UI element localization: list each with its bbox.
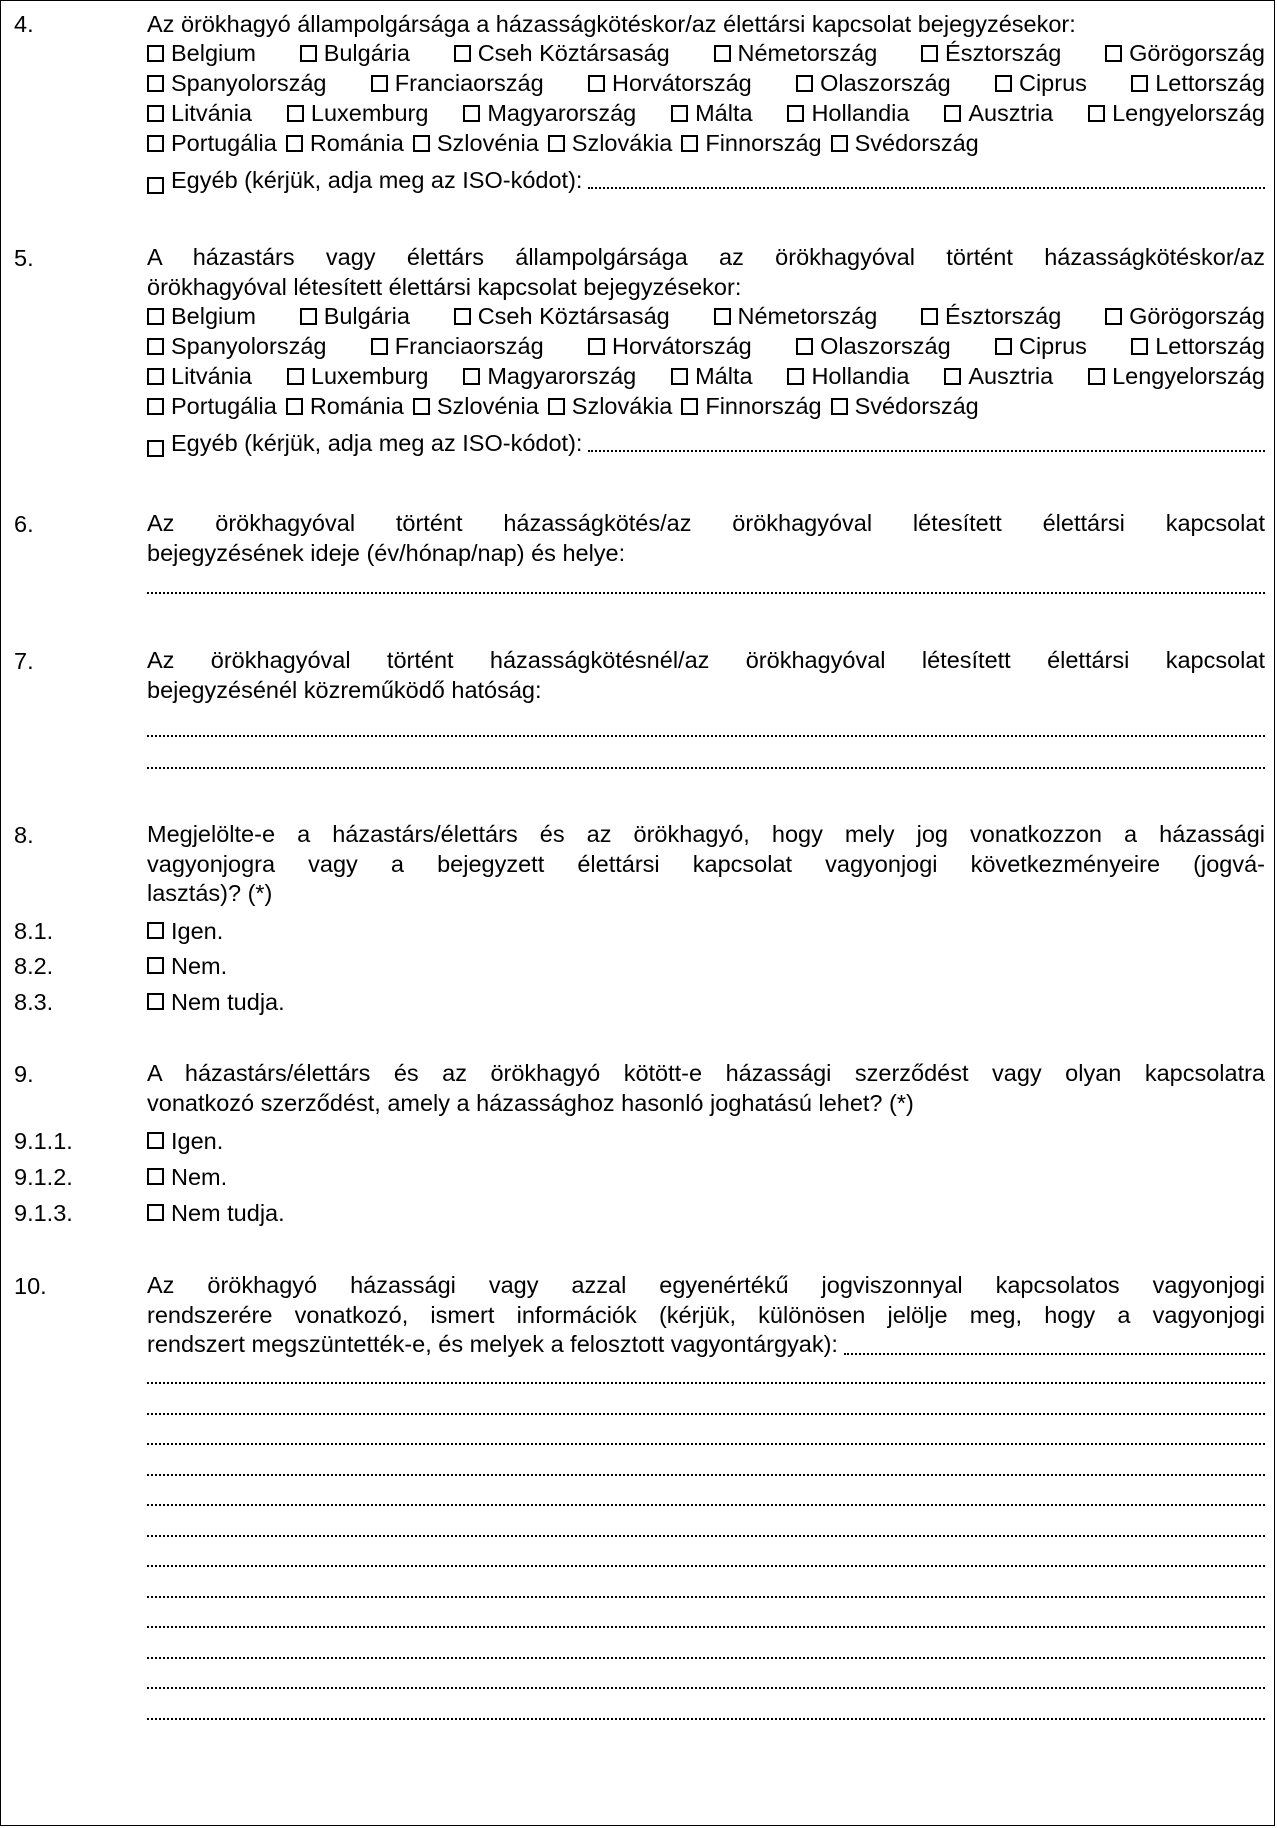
country-checkbox[interactable] bbox=[371, 75, 388, 92]
yes-checkbox[interactable] bbox=[147, 922, 164, 939]
country-checkbox[interactable] bbox=[413, 135, 430, 152]
section-question-line: bejegyzésének ideje (év/hónap/nap) és helye: bbox=[147, 539, 626, 566]
section-question-line: bejegyzésénél közreműködő hatóság: bbox=[147, 676, 542, 703]
country-checkbox[interactable] bbox=[995, 75, 1012, 92]
country-checkboxes bbox=[147, 302, 1265, 422]
option-row bbox=[1, 1126, 1276, 1156]
answer-line[interactable] bbox=[147, 1360, 1265, 1391]
country-checkbox[interactable] bbox=[371, 338, 388, 355]
country-option[interactable] bbox=[787, 362, 909, 392]
option-number: 8.2. bbox=[14, 953, 54, 979]
country-label: Finnország bbox=[705, 393, 822, 420]
country-checkbox[interactable] bbox=[787, 368, 804, 385]
country-label: Ausztria bbox=[968, 100, 1054, 127]
country-option[interactable] bbox=[371, 332, 544, 362]
answer-line[interactable] bbox=[844, 1353, 1265, 1355]
option-label: Igen. bbox=[171, 918, 224, 944]
answer-line[interactable] bbox=[147, 568, 1265, 600]
country-label: Belgium bbox=[171, 303, 256, 330]
country-checkbox[interactable] bbox=[147, 338, 164, 355]
country-label: Hollandia bbox=[811, 100, 910, 127]
country-label: Finnország bbox=[705, 130, 822, 157]
country-checkbox[interactable] bbox=[413, 398, 430, 415]
country-label: Szlovénia bbox=[436, 393, 539, 420]
country-checkbox[interactable] bbox=[671, 368, 688, 385]
checkbox-row bbox=[147, 99, 1265, 129]
country-checkbox[interactable] bbox=[1131, 75, 1148, 92]
country-label: Lettország bbox=[1155, 333, 1265, 360]
answer-line[interactable] bbox=[147, 743, 1265, 775]
country-checkbox[interactable] bbox=[796, 75, 813, 92]
country-checkbox[interactable] bbox=[548, 135, 565, 152]
section-number: 10. bbox=[14, 1273, 47, 1299]
section-question-line: Az örökhagyó házassági vagy azzal egyenértékű jogviszonnyal kapcsolatos vagyonjogi bbox=[147, 1272, 1265, 1298]
country-label: Svédország bbox=[854, 393, 979, 420]
option-row bbox=[1, 1162, 1276, 1192]
country-checkbox[interactable] bbox=[944, 105, 961, 122]
country-checkbox[interactable] bbox=[147, 368, 164, 385]
country-option[interactable] bbox=[454, 39, 670, 69]
checkbox-row bbox=[147, 39, 1265, 69]
answer-line[interactable] bbox=[147, 1634, 1265, 1665]
country-checkbox[interactable] bbox=[944, 368, 961, 385]
section-question-line: Megjelölte-e a házastárs/élettárs és az örökhagyó, hogy mely jog vonatkozzon a házassági bbox=[147, 821, 1265, 847]
country-checkbox[interactable] bbox=[588, 75, 605, 92]
country-option[interactable] bbox=[286, 129, 404, 159]
country-checkbox[interactable] bbox=[1105, 308, 1122, 325]
country-label: Románia bbox=[309, 393, 404, 420]
section-question-line: A házastárs vagy élettárs állampolgársága az örökhagyóval történt házasságkötéskor/az bbox=[147, 244, 1265, 270]
checkbox-row bbox=[147, 332, 1265, 362]
country-option[interactable] bbox=[1131, 332, 1265, 362]
country-label: Belgium bbox=[171, 40, 256, 67]
answer-line[interactable] bbox=[147, 1604, 1265, 1635]
country-option[interactable] bbox=[413, 392, 539, 422]
option-label: Nem tudja. bbox=[171, 1200, 285, 1226]
section-question-line: A házastárs/élettárs és az örökhagyó kötött-e házassági szerződést vagy olyan kapcsolatra bbox=[147, 1060, 1265, 1086]
country-label: Hollandia bbox=[811, 363, 910, 390]
country-option[interactable] bbox=[300, 39, 410, 69]
country-checkbox[interactable] bbox=[921, 308, 938, 325]
country-option[interactable] bbox=[944, 99, 1053, 129]
country-label: Szlovénia bbox=[436, 130, 539, 157]
option-number: 9.1.3. bbox=[14, 1200, 73, 1226]
answer-line[interactable] bbox=[147, 705, 1265, 743]
answer-line[interactable] bbox=[147, 1573, 1265, 1604]
country-option[interactable] bbox=[588, 332, 752, 362]
section-question: Az örökhagyó állampolgársága a házasságkötéskor/az élettársi kapcsolat bejegyzésekor: bbox=[147, 11, 1076, 37]
country-checkbox[interactable] bbox=[147, 75, 164, 92]
no-checkbox[interactable] bbox=[147, 1168, 164, 1185]
country-label: Portugália bbox=[171, 393, 277, 420]
option-number: 8.3. bbox=[14, 989, 54, 1015]
other-country-line bbox=[147, 159, 1265, 195]
country-option[interactable] bbox=[147, 332, 326, 362]
country-checkbox[interactable] bbox=[995, 338, 1012, 355]
country-label: Svédország bbox=[854, 130, 979, 157]
country-checkbox[interactable] bbox=[681, 398, 698, 415]
country-label: Portugália bbox=[171, 130, 277, 157]
country-checkbox[interactable] bbox=[454, 45, 471, 62]
country-label: Litvánia bbox=[171, 100, 252, 127]
country-checkbox[interactable] bbox=[454, 308, 471, 325]
country-option[interactable] bbox=[147, 99, 252, 129]
country-checkbox[interactable] bbox=[681, 135, 698, 152]
country-label: Ausztria bbox=[968, 363, 1054, 390]
country-label: Görögország bbox=[1129, 40, 1265, 67]
country-option[interactable] bbox=[831, 392, 979, 422]
country-label: Lettország bbox=[1155, 70, 1265, 97]
country-option[interactable] bbox=[714, 39, 878, 69]
country-checkbox[interactable] bbox=[831, 135, 848, 152]
section-number: 5. bbox=[14, 245, 34, 271]
country-label: Lengyelország bbox=[1112, 363, 1265, 390]
option-label: Nem. bbox=[171, 953, 228, 979]
country-option[interactable] bbox=[921, 302, 1061, 332]
country-option[interactable] bbox=[1088, 362, 1265, 392]
country-checkbox[interactable] bbox=[147, 398, 164, 415]
no-checkbox[interactable] bbox=[147, 957, 164, 974]
country-option[interactable] bbox=[548, 129, 673, 159]
country-checkbox[interactable] bbox=[463, 368, 480, 385]
country-label: Cseh Köztársaság bbox=[477, 40, 670, 67]
country-option[interactable] bbox=[463, 99, 636, 129]
other-checkbox[interactable] bbox=[147, 177, 164, 194]
country-checkbox[interactable] bbox=[1131, 338, 1148, 355]
answer-line[interactable] bbox=[147, 1451, 1265, 1482]
country-label: Bulgária bbox=[323, 40, 410, 67]
country-label: Franciaország bbox=[394, 70, 544, 97]
section-question-line: Az örökhagyóval történt házasságkötés/az örökhagyóval létesített élettársi kapcsolat bbox=[147, 510, 1265, 536]
country-checkbox[interactable] bbox=[463, 105, 480, 122]
option-label: Igen. bbox=[171, 1128, 224, 1154]
country-option[interactable] bbox=[588, 69, 752, 99]
other-label: Egyéb (kérjük, adja meg az ISO-kódot): bbox=[171, 166, 583, 193]
country-checkbox[interactable] bbox=[787, 105, 804, 122]
option-label: Nem. bbox=[171, 1164, 228, 1190]
section-number: 6. bbox=[14, 511, 34, 537]
unknown-checkbox[interactable] bbox=[147, 993, 164, 1010]
country-option[interactable] bbox=[796, 332, 951, 362]
country-option[interactable] bbox=[995, 332, 1087, 362]
section-question-line: Az örökhagyóval történt házasságkötésnél/az örökhagyóval létesített élettársi kapcsolat bbox=[147, 647, 1265, 673]
checkbox-row bbox=[147, 129, 1265, 159]
answer-line[interactable] bbox=[147, 1390, 1265, 1421]
country-checkboxes bbox=[147, 39, 1265, 159]
section-number: 4. bbox=[14, 11, 34, 37]
country-label: Németország bbox=[737, 40, 878, 67]
country-label: Észtország bbox=[945, 303, 1062, 330]
country-label: Málta bbox=[695, 363, 753, 390]
country-option[interactable] bbox=[1105, 39, 1265, 69]
country-checkbox[interactable] bbox=[286, 135, 303, 152]
section-question-line: örökhagyóval létesített élettársi kapcsolat bejegyzésekor: bbox=[147, 273, 742, 300]
country-option[interactable] bbox=[147, 129, 277, 159]
country-option[interactable] bbox=[1088, 99, 1265, 129]
answer-line[interactable] bbox=[147, 1665, 1265, 1696]
other-country-line bbox=[147, 422, 1265, 458]
country-option[interactable] bbox=[454, 302, 670, 332]
country-option[interactable] bbox=[147, 302, 256, 332]
country-option[interactable] bbox=[831, 129, 979, 159]
option-label: Nem tudja. bbox=[171, 989, 285, 1015]
country-label: Magyarország bbox=[487, 100, 637, 127]
checkbox-row bbox=[147, 392, 1265, 422]
checkbox-row bbox=[147, 362, 1265, 392]
country-checkbox[interactable] bbox=[714, 45, 731, 62]
answer-line[interactable] bbox=[147, 1512, 1265, 1543]
country-option[interactable] bbox=[147, 362, 252, 392]
country-checkbox[interactable] bbox=[1088, 368, 1105, 385]
country-label: Litvánia bbox=[171, 363, 252, 390]
country-checkbox[interactable] bbox=[286, 398, 303, 415]
country-option[interactable] bbox=[371, 69, 544, 99]
country-label: Spanyolország bbox=[171, 333, 327, 360]
country-checkbox[interactable] bbox=[548, 398, 565, 415]
unknown-checkbox[interactable] bbox=[147, 1204, 164, 1221]
country-label: Olaszország bbox=[820, 70, 951, 97]
yes-checkbox[interactable] bbox=[147, 1132, 164, 1149]
country-option[interactable] bbox=[671, 99, 752, 129]
country-option[interactable] bbox=[944, 362, 1053, 392]
option-row bbox=[1, 916, 1276, 946]
answer-line[interactable] bbox=[147, 1543, 1265, 1574]
answer-line[interactable] bbox=[147, 1421, 1265, 1452]
country-label: Németország bbox=[737, 303, 878, 330]
section-question-line: rendszerére vonatkozó, ismert információk (kérjük, különösen jelölje meg, hogy a vagyonjogi bbox=[147, 1301, 1265, 1328]
country-label: Olaszország bbox=[820, 333, 951, 360]
country-label: Észtország bbox=[945, 40, 1062, 67]
answer-lines bbox=[147, 1360, 1265, 1726]
country-option[interactable] bbox=[714, 302, 878, 332]
country-label: Ciprus bbox=[1018, 70, 1087, 97]
country-checkbox[interactable] bbox=[588, 338, 605, 355]
iso-code-field[interactable] bbox=[588, 187, 1265, 189]
country-option[interactable] bbox=[413, 129, 539, 159]
iso-code-field[interactable] bbox=[588, 450, 1265, 452]
option-row bbox=[1, 1198, 1276, 1228]
country-option[interactable] bbox=[681, 392, 821, 422]
country-option[interactable] bbox=[286, 392, 404, 422]
country-checkbox[interactable] bbox=[147, 45, 164, 62]
country-checkbox[interactable] bbox=[300, 308, 317, 325]
country-label: Horvátország bbox=[612, 333, 752, 360]
country-checkbox[interactable] bbox=[796, 338, 813, 355]
section-question-line: vonatkozó szerződést, amely a házassághoz hasonló joghatású lehet? (*) bbox=[147, 1089, 914, 1116]
option-number: 9.1.1. bbox=[14, 1128, 73, 1154]
country-label: Lengyelország bbox=[1112, 100, 1265, 127]
other-label: Egyéb (kérjük, adja meg az ISO-kódot): bbox=[171, 429, 583, 456]
country-option[interactable] bbox=[787, 99, 909, 129]
section-question-line: vagyonjogra vagy a bejegyzett élettársi kapcsolat vagyonjogi következményeire (jogvá- bbox=[147, 850, 1265, 877]
option-number: 8.1. bbox=[14, 918, 54, 944]
country-label: Luxemburg bbox=[310, 100, 429, 127]
country-option[interactable] bbox=[995, 69, 1087, 99]
country-label: Málta bbox=[695, 100, 753, 127]
country-option[interactable] bbox=[671, 362, 752, 392]
country-checkbox[interactable] bbox=[147, 105, 164, 122]
checkbox-row bbox=[147, 302, 1265, 332]
country-checkbox[interactable] bbox=[300, 45, 317, 62]
checkbox-row bbox=[147, 69, 1265, 99]
other-checkbox[interactable] bbox=[147, 440, 164, 457]
country-checkbox[interactable] bbox=[287, 368, 304, 385]
country-label: Spanyolország bbox=[171, 70, 327, 97]
section-question-line: rendszert megszüntették-e, és melyek a felosztott vagyontárgyak): bbox=[147, 1330, 1265, 1360]
answer-line[interactable] bbox=[147, 1482, 1265, 1513]
country-label: Szlovákia bbox=[571, 130, 673, 157]
country-checkbox[interactable] bbox=[1105, 45, 1122, 62]
answer-line[interactable] bbox=[147, 1695, 1265, 1726]
country-option[interactable] bbox=[796, 69, 951, 99]
country-checkbox[interactable] bbox=[921, 45, 938, 62]
country-checkbox[interactable] bbox=[287, 105, 304, 122]
option-number: 9.1.2. bbox=[14, 1164, 73, 1190]
country-checkbox[interactable] bbox=[671, 105, 688, 122]
country-checkbox[interactable] bbox=[147, 308, 164, 325]
country-option[interactable] bbox=[287, 362, 429, 392]
section-number: 9. bbox=[14, 1061, 34, 1087]
country-checkbox[interactable] bbox=[831, 398, 848, 415]
country-label: Görögország bbox=[1129, 303, 1265, 330]
country-option[interactable] bbox=[287, 99, 429, 129]
country-option[interactable] bbox=[1131, 69, 1265, 99]
country-label: Románia bbox=[309, 130, 404, 157]
country-label: Franciaország bbox=[394, 333, 544, 360]
country-option[interactable] bbox=[1105, 302, 1265, 332]
country-checkbox[interactable] bbox=[1088, 105, 1105, 122]
country-label: Luxemburg bbox=[310, 363, 429, 390]
country-option[interactable] bbox=[921, 39, 1061, 69]
country-option[interactable] bbox=[147, 392, 277, 422]
section-number: 7. bbox=[14, 648, 34, 674]
country-label: Bulgária bbox=[323, 303, 410, 330]
country-option[interactable] bbox=[147, 39, 256, 69]
country-checkbox[interactable] bbox=[714, 308, 731, 325]
country-label: Cseh Köztársaság bbox=[477, 303, 670, 330]
country-option[interactable] bbox=[300, 302, 410, 332]
country-option[interactable] bbox=[681, 129, 821, 159]
country-label: Ciprus bbox=[1018, 333, 1087, 360]
country-label: Horvátország bbox=[612, 70, 752, 97]
country-label: Magyarország bbox=[487, 363, 637, 390]
section-number: 8. bbox=[14, 822, 34, 848]
country-label: Szlovákia bbox=[571, 393, 673, 420]
option-row bbox=[1, 987, 1276, 1017]
country-option[interactable] bbox=[548, 392, 673, 422]
country-option[interactable] bbox=[463, 362, 636, 392]
option-row bbox=[1, 951, 1276, 981]
country-checkbox[interactable] bbox=[147, 135, 164, 152]
section-question-line: lasztás)? (*) bbox=[147, 880, 273, 906]
country-option[interactable] bbox=[147, 69, 326, 99]
